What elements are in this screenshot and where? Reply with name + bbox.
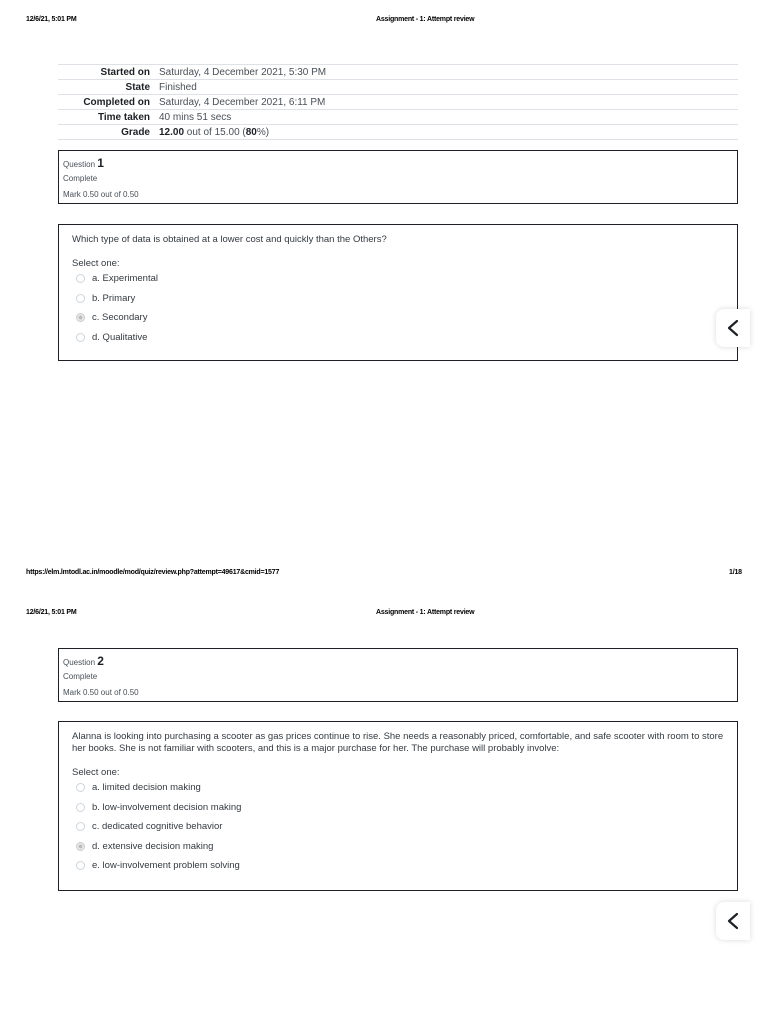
question-label: Question <box>63 160 98 169</box>
grade-label: Grade <box>121 126 150 138</box>
print-header-date: 12/6/21, 5:01 PM <box>26 609 77 616</box>
radio-button[interactable] <box>76 842 85 851</box>
answer-option[interactable] <box>72 269 724 289</box>
answer-option-label: c. dedicated cognitive behavior <box>92 821 223 833</box>
question-2-info <box>58 648 738 702</box>
answer-option-label: c. Secondary <box>92 312 148 324</box>
radio-button[interactable] <box>76 274 85 283</box>
radio-button[interactable] <box>76 822 85 831</box>
summary-value: 40 mins 51 secs <box>159 111 232 123</box>
chevron-left-icon <box>726 319 740 337</box>
answer-options <box>72 778 724 876</box>
radio-button[interactable] <box>76 861 85 870</box>
summary-value: Saturday, 4 December 2021, 5:30 PM <box>159 66 327 78</box>
summary-row <box>58 95 738 110</box>
question-number <box>63 653 733 669</box>
summary-label: Completed on <box>83 96 150 108</box>
print-footer-url: https://elm.lmtodl.ac.in/moodle/mod/quiz/review.php?attempt=49617&cmid=1577 <box>26 569 280 576</box>
answer-option[interactable] <box>72 798 724 818</box>
answer-option-label: a. Experimental <box>92 273 159 285</box>
radio-button[interactable] <box>76 783 85 792</box>
print-header-title: Assignment - 1: Attempt review <box>376 609 475 616</box>
print-header-date: 12/6/21, 5:01 PM <box>26 16 77 23</box>
summary-row-grade <box>58 125 738 140</box>
grade-out-of: out of 15.00 ( <box>184 126 246 138</box>
chevron-left-icon <box>726 912 740 930</box>
answer-option[interactable] <box>72 289 724 309</box>
question-number-value: 2 <box>97 654 104 668</box>
select-prompt: Select one: <box>72 258 120 269</box>
summary-value: Saturday, 4 December 2021, 6:11 PM <box>159 96 326 108</box>
answer-option-label: e. low-involvement problem solving <box>92 860 240 872</box>
grade-score: 12.00 <box>159 126 185 138</box>
summary-row <box>58 110 738 125</box>
summary-label: State <box>125 81 150 93</box>
summary-row <box>58 65 738 80</box>
summary-label: Time taken <box>97 111 150 123</box>
grade-value <box>155 125 738 140</box>
print-header-title: Assignment - 1: Attempt review <box>376 16 475 23</box>
grade-pct-suffix: %) <box>256 126 270 138</box>
answer-option[interactable] <box>72 817 724 837</box>
grade-percent: 80 <box>245 126 257 138</box>
radio-button[interactable] <box>76 313 85 322</box>
question-label: Question <box>63 658 98 667</box>
radio-button[interactable] <box>76 294 85 303</box>
answer-option-label: d. Qualitative <box>92 331 148 343</box>
radio-button[interactable] <box>76 803 85 812</box>
answer-option[interactable] <box>72 837 724 857</box>
answer-option-label: b. Primary <box>92 292 136 304</box>
summary-label: Started on <box>100 66 150 78</box>
drawer-toggle-button[interactable] <box>716 309 750 347</box>
question-grade: Mark 0.50 out of 0.50 <box>63 688 139 697</box>
radio-button[interactable] <box>76 333 85 342</box>
question-2-content <box>58 721 738 891</box>
answer-option[interactable] <box>72 328 724 348</box>
select-prompt: Select one: <box>72 767 120 778</box>
question-number <box>63 155 733 171</box>
answer-option-label: d. extensive decision making <box>92 840 214 852</box>
answer-options <box>72 269 724 347</box>
question-grade: Mark 0.50 out of 0.50 <box>63 190 139 199</box>
summary-value: Finished <box>159 81 197 93</box>
answer-option[interactable] <box>72 308 724 328</box>
question-state: Complete <box>63 174 98 183</box>
answer-option-label: a. limited decision making <box>92 782 201 794</box>
drawer-toggle-button[interactable] <box>716 902 750 940</box>
question-1-info <box>58 150 738 204</box>
print-footer-page: 1/18 <box>729 569 742 576</box>
answer-option[interactable] <box>72 856 724 876</box>
question-text: Alanna is looking into purchasing a scooter as gas prices continue to rise. She needs a reasonably priced, comfortable, and safe scooter with room to store her books. She is not familiar with scooters, and this is a major purchase for her. The purchase will probably involve: <box>72 731 724 754</box>
question-1-content <box>58 224 738 361</box>
question-number-value: 1 <box>97 156 104 170</box>
answer-option-label: b. low-involvement decision making <box>92 801 242 813</box>
question-state: Complete <box>63 672 98 681</box>
attempt-summary-table <box>58 64 738 140</box>
answer-option[interactable] <box>72 778 724 798</box>
summary-row <box>58 80 738 95</box>
question-text: Which type of data is obtained at a lower cost and quickly than the Others? <box>72 234 387 245</box>
